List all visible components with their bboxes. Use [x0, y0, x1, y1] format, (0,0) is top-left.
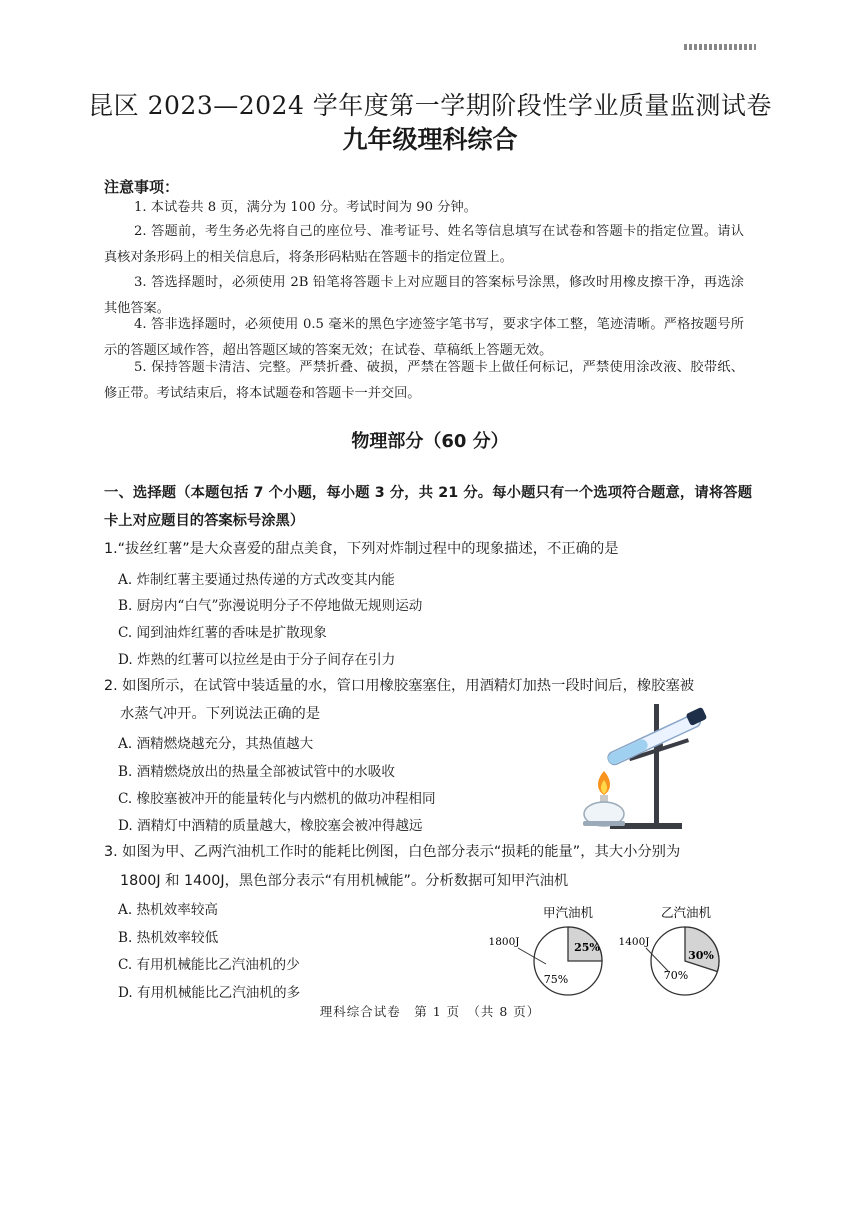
pie-chart-engine-jia: [489, 905, 602, 995]
exam-title: 昆区 2023—2024 学年度第一学期阶段性学业质量监测试卷: [88, 91, 772, 120]
notice-item-3: 3. 答选择题时，必须使用 2B 铅笔将答题卡上对应题目的答案标号涂黑，修改时用橡皮擦干净，再选涂其他答案。: [104, 275, 744, 316]
pie-chart-engine-yi: [619, 905, 719, 995]
question-3-stem: 3. 如图为甲、乙两汽油机工作时的能耗比例图，白色部分表示“损耗的能量”，其大小分别为: [104, 844, 681, 860]
exam-subtitle: 九年级理科综合: [342, 125, 518, 154]
question-3-option-a: A. 热机效率较高: [118, 902, 219, 918]
question-1-option-b: B. 厨房内“白气”弥漫说明分子不停地做无规则运动: [118, 598, 423, 614]
pie-loss-label-jia: 1800J: [488, 936, 520, 948]
question-3-stem-continued: 1800J 和 1400J，黑色部分表示“有用机械能”。分析数据可知甲汽油机: [120, 873, 569, 889]
pie-loss-pct-jia: 75%: [543, 973, 569, 986]
engine-energy-pie-charts: [480, 900, 740, 1004]
pie-loss-label-yi: 1400J: [618, 936, 650, 948]
section-title: 物理部分（60 分）: [351, 431, 509, 452]
notice-item-1: 1. 本试卷共 8 页，满分为 100 分。考试时间为 90 分钟。: [134, 200, 477, 215]
question-3-option-d: D. 有用机械能比乙汽油机的多: [118, 985, 301, 1001]
question-1-option-d: D. 炸熟的红薯可以拉丝是由于分子间存在引力: [118, 652, 396, 668]
corner-mark: [684, 44, 756, 50]
pie-useful-pct-jia: 25%: [574, 941, 600, 954]
alcohol-lamp-icon: [583, 771, 625, 826]
notice-item-4: 4. 答非选择题时，必须使用 0.5 毫米的黑色字迹签字笔书写，要求字体工整，笔迹清晰。严格按题号所示的答题区域作答，超出答题区域的答案无效；在试卷、草稿纸上答题无效。: [104, 317, 744, 358]
page-footer: 理科综合试卷 第 1 页 （共 8 页）: [319, 1004, 541, 1019]
question-3-option-c: C. 有用机械能比乙汽油机的少: [118, 957, 300, 973]
question-2-stem: 2. 如图所示，在试管中装适量的水，管口用橡胶塞塞住，用酒精灯加热一段时间后，橡胶塞被: [104, 678, 695, 694]
question-1-option-c: C. 闻到油炸红薯的香味是扩散现象: [118, 625, 327, 641]
question-1-option-a: A. 炸制红薯主要通过热传递的方式改变其内能: [118, 572, 395, 588]
notice-item-5: 5. 保持答题卡清洁、完整。严禁折叠、破损，严禁在答题卡上做任何标记，严禁使用涂改液、胶带纸、修正带。考试结束后，将本试题卷和答题卡一并交回。: [104, 360, 744, 401]
pie-title-yi: 乙汽油机: [660, 905, 712, 920]
notice-item-2: 2. 答题前，考生务必先将自己的座位号、准考证号、姓名等信息填写在试卷和答题卡的指定位置。请认真核对条形码上的相关信息后，将条形码粘贴在答题卡的指定位置上。: [104, 224, 744, 265]
question-2-stem-continued: 水蒸气冲开。下列说法正确的是: [120, 706, 321, 722]
question-3-option-b: B. 热机效率较低: [118, 930, 219, 946]
question-2-option-d: D. 酒精灯中酒精的质量越大，橡胶塞会被冲得越远: [118, 818, 423, 834]
pie-loss-pct-yi: 70%: [663, 969, 689, 982]
pie-useful-pct-yi: 30%: [688, 949, 714, 962]
notice-heading: 注意事项：: [104, 178, 180, 196]
test-tube-apparatus-figure: [566, 698, 746, 834]
question-1-stem: 1.“拔丝红薯”是大众喜爱的甜点美食，下列对炸制过程中的现象描述，不正确的是: [104, 541, 619, 557]
question-2-option-c: C. 橡胶塞被冲开的能量转化与内燃机的做功冲程相同: [118, 791, 436, 807]
part-one-instructions: 一、选择题（本题包括 7 个小题，每小题 3 分，共 21 分。每小题只有一个选项符合题意，请将答题卡上对应题目的答案标号涂黑）: [104, 485, 752, 529]
question-2-option-a: A. 酒精燃烧越充分，其热值越大: [118, 736, 314, 752]
question-2-option-b: B. 酒精燃烧放出的热量全部被试管中的水吸收: [118, 764, 395, 780]
pie-title-jia: 甲汽油机: [542, 905, 594, 920]
